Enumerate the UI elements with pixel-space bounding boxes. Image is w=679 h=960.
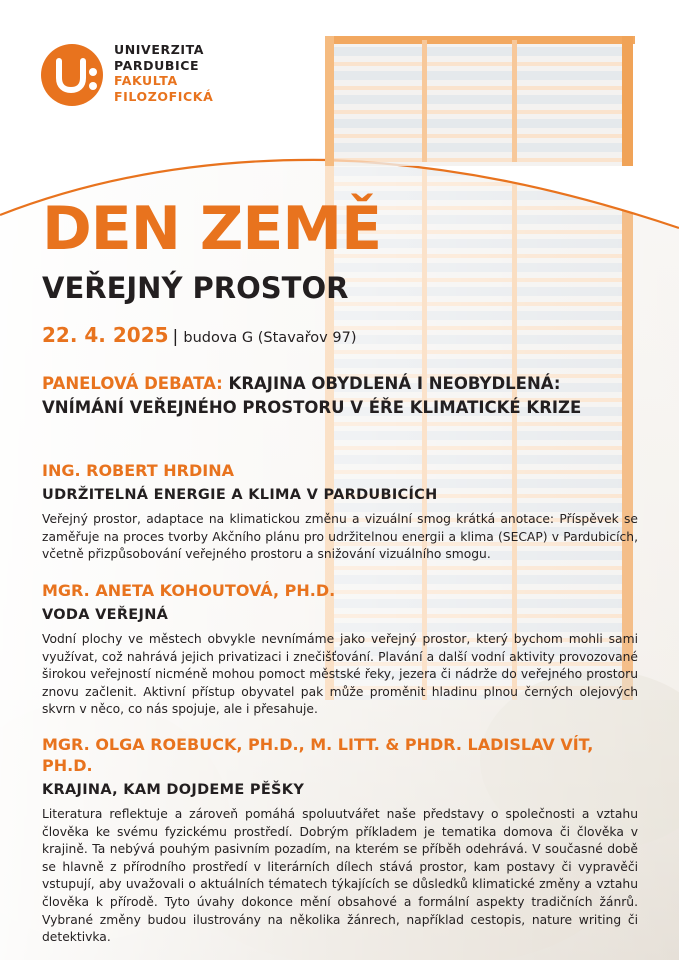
event-dateline <box>42 323 356 347</box>
talk-title: UDRŽITELNÁ ENERGIE A KLIMA V PARDUBICÍCH <box>42 487 438 503</box>
panel-topic-line2: VNÍMÁNÍ VEŘEJNÉHO PROSTORU V ÉŘE KLIMATICKÉ KRIZE <box>42 398 582 417</box>
logo-line: PARDUBICE <box>114 57 200 73</box>
logo-line: FILOZOFICKÁ <box>114 88 214 104</box>
talk-section <box>42 580 638 719</box>
panel-heading <box>42 372 581 420</box>
date-separator: | <box>172 327 179 347</box>
event-venue: budova G (Stavařov 97) <box>183 330 357 346</box>
talk-title: KRAJINA, KAM DOJDEME PĚŠKY <box>42 782 305 798</box>
talk-title: VODA VEŘEJNÁ <box>42 607 169 623</box>
logo-line: FAKULTA <box>114 73 178 88</box>
talk-speaker: ING. ROBERT HRDINA <box>42 461 234 480</box>
university-logo-icon <box>41 44 103 106</box>
event-date: 22. 4. 2025 <box>42 323 169 347</box>
talk-abstract: Veřejný prostor, adaptace na klimatickou změnu a vizuální smog krátká anotace: Příspěvek se zaměřuje na proces tvorby Akčního plánu pro udržitelnou energii a klima (SECAP) v Pardubicích, včetně přizpůsobování veřejného prostoru a snižování vizuálního smogu. <box>42 512 638 562</box>
talk-section <box>42 460 638 564</box>
talk-speaker: MGR. OLGA ROEBUCK, PH.D., M. LITT. & PHDR. LADISLAV VÍT, PH.D. <box>42 735 594 775</box>
event-title: DEN ZEMĚ <box>42 194 382 264</box>
logo-line: UNIVERZITA <box>114 42 205 57</box>
event-subtitle: VEŘEJNÝ PROSTOR <box>42 271 349 305</box>
talk-abstract: Vodní plochy ve městech obvykle nevnímáme jako veřejný prostor, který bychom mohli sami využívat, což nahrává jejich privatizaci i znečišťování. Plavání a další vodní aktivity provozované širokou veřejností nicméně mohou pomoct městské řeky, jezera či nádrže do veřejného prostoru znovu začlenit. Aktivní přístup obyvatel pak může proměnit hladinu plnou černých olejových skvrn v něco, co nás spojuje, ale i přesahuje. <box>42 632 638 717</box>
talk-section <box>42 734 638 947</box>
university-logo-text <box>114 42 213 104</box>
panel-label: PANELOVÁ DEBATA: <box>42 374 223 393</box>
panel-topic-line1: KRAJINA OBYDLENÁ I NEOBYDLENÁ: <box>228 374 561 393</box>
talk-speaker: MGR. ANETA KOHOUTOVÁ, PH.D. <box>42 581 336 600</box>
talk-abstract: Literatura reflektuje a zároveň pomáhá spoluutvářet naše představy o společnosti a vztahu člověka ke svému fyzickému prostředí. Dobrým příkladem je tematika domova či člověka v krajině. Ta nebývá pouhým pasivním pozadím, na kterém se příběh odehrává. V současné době se hlavně z přírodního prostředí v literárních dílech stává prostor, kam postavy či vypravěči vstupují, aby uvažovali o aktuálních tématech týkajících se důsledků klimatické změny a vztahu člověka k přírodě. Tyto úvahy dokonce mění obsahové a formální aspekty tradičních žánrů. Vybrané změny budou ilustrovány na několika žánrech, například cestopis, nature writing či detektivka. <box>42 807 638 945</box>
